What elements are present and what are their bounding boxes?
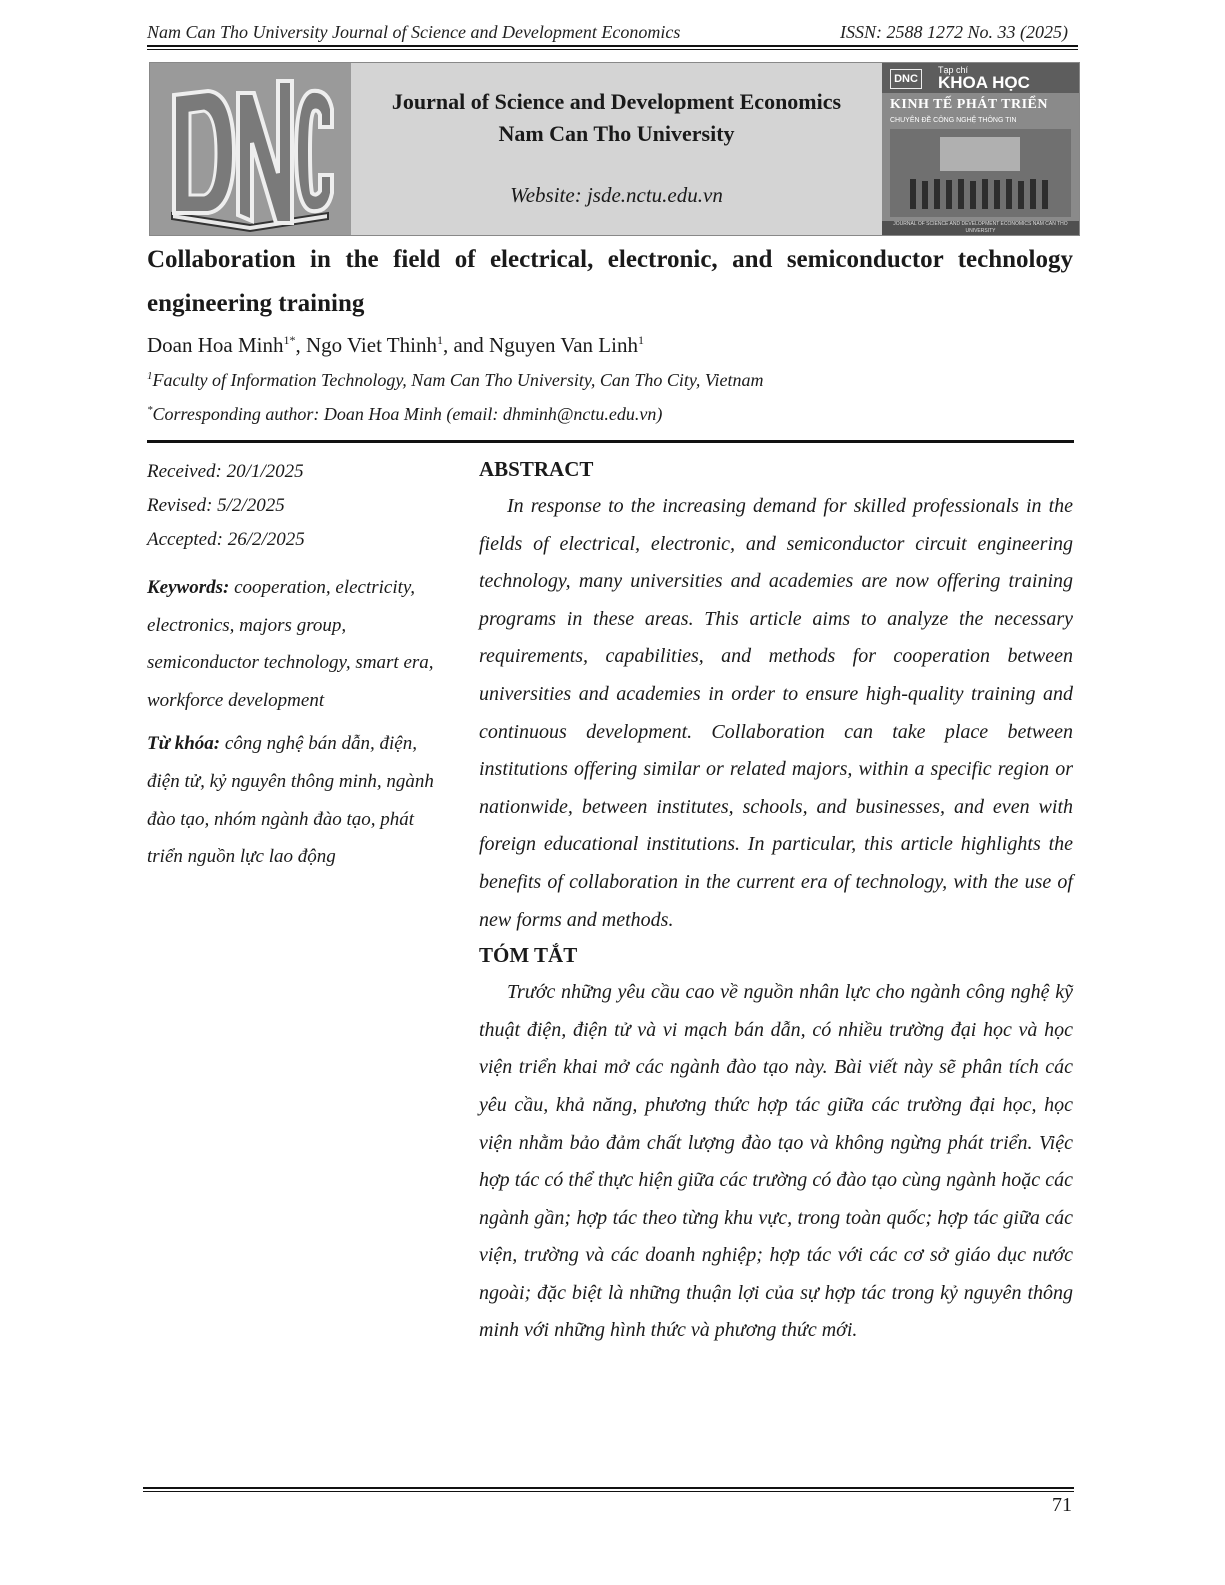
page-number: 71 [1052, 1494, 1072, 1516]
tu-khoa-text: công nghệ bán dẫn, điện, điện tử, kỷ nguyên thông minh, ngành đào tạo, nhóm ngành đào tạo, phát triển nguồn lực lao động [147, 733, 434, 868]
author-list [147, 333, 644, 358]
article-info-column [147, 455, 437, 876]
abstract-body: In response to the increasing demand for skilled professionals in the fields of electrical, electronic, and semiconductor circuit engineering technology, many universities and academies are now offering training programs in these areas. This article aims to analyze the necessary requirements, capabilities, and methods for cooperation between universities and academies in order to ensure high-quality training and continuous development. Collaboration can take place between institutions offering similar or related majors, within a specific region or nationwide, between institutes, schools, and businesses, and even with foreign educational institutions. In particular, this article highlights the benefits of collaboration in the current era of technology, with the use of new forms and methods. [479, 495, 1073, 931]
tom-tat-body: Trước những yêu cầu cao về nguồn nhân lực cho ngành công nghệ kỹ thuật điện, điện tử và vi mạch bán dẫn, có nhiều trường đại học và học viện triển khai mở các ngành đào tạo này. Bài viết này sẽ phân tích các yêu cầu, khả năng, phương thức hợp tác giữa các trường đại học, học viện nhằm bảo đảm chất lượng đào tạo và không ngừng phát triển. Việc hợp tác có thể thực hiện giữa các trường có đào tạo cùng ngành hoặc các ngành gần; hợp tác theo từng khu vực, trong toàn quốc; hợp tác giữa các viện, trường và các doanh nghiệp; hợp tác với các cơ sở giáo dục nước ngoài; đặc biệt là những thuận lợi của sự hợp tác trong kỷ nguyên thông minh với những hình thức và phương thức mới. [479, 981, 1073, 1342]
author-2-affil-mark: 1 [436, 333, 443, 347]
received-date: Received: 20/1/2025 [147, 461, 304, 482]
issn-issue: ISSN: 2588 1272 No. 33 (2025) [840, 22, 1068, 42]
header-rule-bottom [147, 49, 1078, 50]
keywords-text: cooperation, electricity, electronics, majors group, semiconductor technology, smart era, workforce development [147, 577, 434, 711]
author-3: Nguyen Van Linh [489, 333, 638, 357]
footer-rule-top [143, 1487, 1074, 1489]
affiliation [147, 370, 764, 391]
journal-cover-thumbnail [882, 63, 1079, 235]
author-2: Ngo Viet Thinh [305, 333, 437, 357]
tu-khoa-block [147, 725, 437, 875]
header-rule-top [147, 45, 1078, 47]
keywords-block [147, 569, 437, 719]
abstract-heading: ABSTRACT [479, 457, 594, 481]
cover-dnc-logo: DNC [890, 69, 922, 89]
affiliation-text: Faculty of Information Technology, Nam Can Tho University, Can Tho City, Vietnam [152, 370, 764, 390]
corresponding-author [147, 404, 662, 425]
journal-running-title: Nam Can Tho University Journal of Science and Development Economics [147, 22, 681, 42]
banner-center [351, 63, 882, 235]
cover-photo [890, 129, 1071, 217]
cover-tapchi: Tạp chí [938, 65, 969, 75]
abstract-column [479, 455, 1073, 1350]
section-divider [147, 440, 1074, 443]
author-1: Doan Hoa Minh [147, 333, 284, 357]
accepted-date: Accepted: 26/2/2025 [147, 529, 305, 550]
journal-banner [149, 62, 1080, 236]
corresponding-mark: * [147, 404, 153, 416]
corresponding-text: Corresponding author: Doan Hoa Minh (email: dhminh@nctu.edu.vn) [152, 404, 663, 424]
footer-rule-bottom [143, 1491, 1074, 1492]
cover-kinh-te: KINH TẾ PHÁT TRIỂN [890, 97, 1048, 112]
running-head [147, 22, 1078, 44]
affiliation-mark: 1 [147, 370, 153, 382]
revised-date: Revised: 5/2/2025 [147, 495, 285, 516]
cover-subline: CHUYÊN ĐỀ CÔNG NGHỆ THÔNG TIN [890, 117, 1017, 124]
cover-footer: JOURNAL OF SCIENCE AND DEVELOPMENT ECONOMICS NAM CAN THO UNIVERSITY [882, 221, 1079, 235]
author-separator: , and [442, 333, 490, 357]
author-1-affil-mark: 1* [283, 333, 296, 347]
dnc-logo-icon [150, 63, 351, 235]
banner-website: Website: jsde.nctu.edu.vn [510, 183, 723, 207]
keywords-label: Keywords: [147, 577, 230, 598]
tom-tat-heading: TÓM TẮT [479, 943, 578, 968]
banner-journal-name: Journal of Science and Development Economics [391, 89, 842, 114]
cover-khoa-hoc: KHOA HỌC [938, 73, 1030, 92]
author-3-affil-mark: 1 [637, 333, 644, 347]
article-title: Collaboration in the field of electrical, electronic, and semiconductor technology engineering training [147, 246, 1073, 317]
banner-university-name: Nam Can Tho University [498, 121, 735, 146]
author-separator: , [295, 333, 306, 357]
tu-khoa-label: Từ khóa: [147, 733, 221, 755]
